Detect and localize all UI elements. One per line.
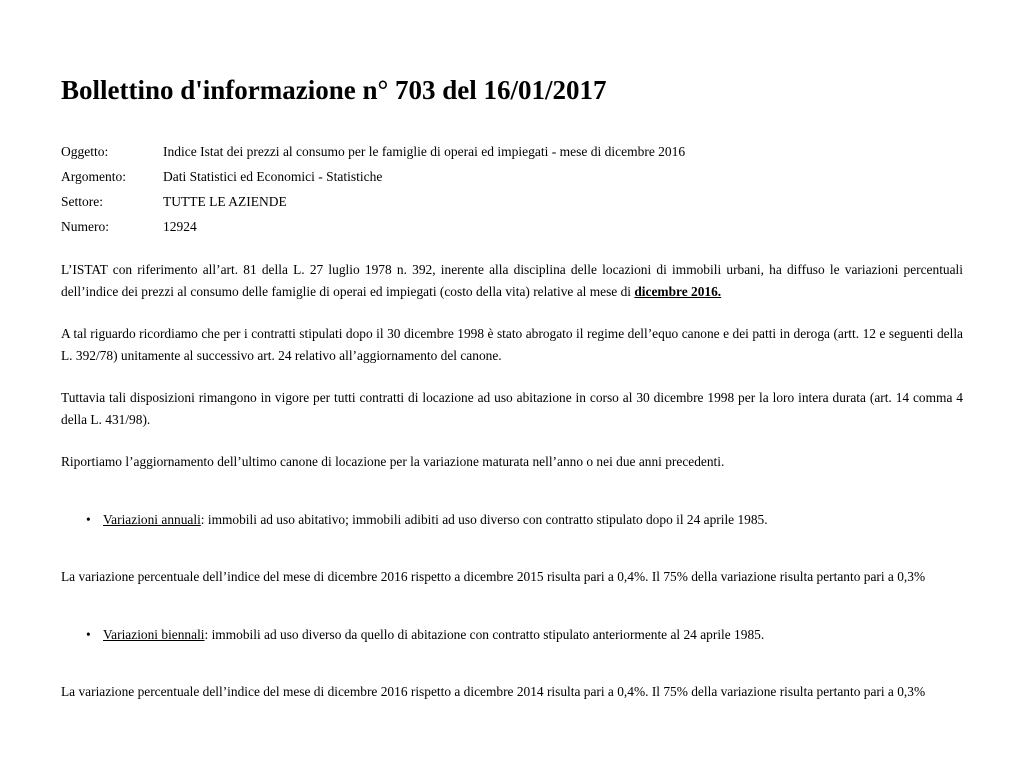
paragraph-variazione-2014: La variazione percentuale dell’indice del mese di dicembre 2016 rispetto a dicembre 2014 risulta pari a 0,4%. Il 75% della variazione risulta pertanto pari a 0,3% [61,684,926,699]
metadata-row-argomento [61,164,963,189]
metadata-row-numero [61,214,963,239]
list-item-variazioni-biennali [61,624,963,646]
bullet-icon: • [86,626,91,642]
metadata-label: Settore: [61,194,103,209]
metadata-row-settore [61,189,963,214]
emphasis-dicembre-2016: dicembre 2016. [634,283,722,299]
metadata-row-oggetto [61,139,963,164]
bullet-icon: • [86,511,91,527]
list-item-variazioni-annuali [61,509,963,531]
bullet-list-biennali [61,624,963,646]
paragraph-variazione-2015: La variazione percentuale dell’indice del mese di dicembre 2016 rispetto a dicembre 2015 risulta pari a 0,4%. Il 75% della variazione risulta pertanto pari a 0,3% [61,569,926,584]
metadata-block [61,139,963,239]
paragraph-disposizioni: Tuttavia tali disposizioni rimangono in vigore per tutti contratti di locazione ad uso abitazione in corso al 30 dicembre 1998 per la loro intera durata (art. 14 comma 4 della L. 431/98). [61,390,963,427]
bullet-term: Variazioni biennali [103,626,205,642]
paragraph-riportiamo: Riportiamo l’aggiornamento dell’ultimo canone di locazione per la variazione maturata nell’anno o nei due anni precedenti. [61,454,725,469]
metadata-value: TUTTE LE AZIENDE [163,194,287,209]
metadata-label: Argomento: [61,169,126,184]
metadata-label: Numero: [61,219,109,234]
bullet-text: : immobili ad uso diverso da quello di abitazione con contratto stipulato anteriormente al 24 aprile 1985. [204,626,765,642]
metadata-value: Indice Istat dei prezzi al consumo per le famiglie di operai ed impiegati - mese di dicembre 2016 [163,144,686,159]
metadata-value: 12924 [163,219,197,234]
document-title: Bollettino d'informazione n° 703 del 16/01/2017 [61,75,607,105]
metadata-value: Dati Statistici ed Economici - Statistiche [163,169,383,184]
paragraph-text: L’ISTAT con riferimento all’art. 81 della L. 27 luglio 1978 n. 392, inerente alla disciplina delle locazioni di immobili urbani, ha diffuso le variazioni percentuali dell’indice dei prezzi al consumo delle famiglie di operai ed impiegati (costo della vita) relative al mese di [61,262,963,299]
bullet-list-annuali [61,509,963,531]
paragraph-istat-intro [61,259,963,302]
bullet-text: : immobili ad uso abitativo; immobili adibiti ad uso diverso con contratto stipulato dopo il 24 aprile 1985. [200,511,768,527]
metadata-label: Oggetto: [61,144,109,159]
paragraph-equo-canone: A tal riguardo ricordiamo che per i contratti stipulati dopo il 30 dicembre 1998 è stato abrogato il regime dell’equo canone e dei patti in deroga (artt. 12 e seguenti della L. 392/78) unitamente al successivo art. 24 relativo all’aggiornamento del canone. [61,326,963,363]
bullet-term: Variazioni annuali [103,511,201,527]
